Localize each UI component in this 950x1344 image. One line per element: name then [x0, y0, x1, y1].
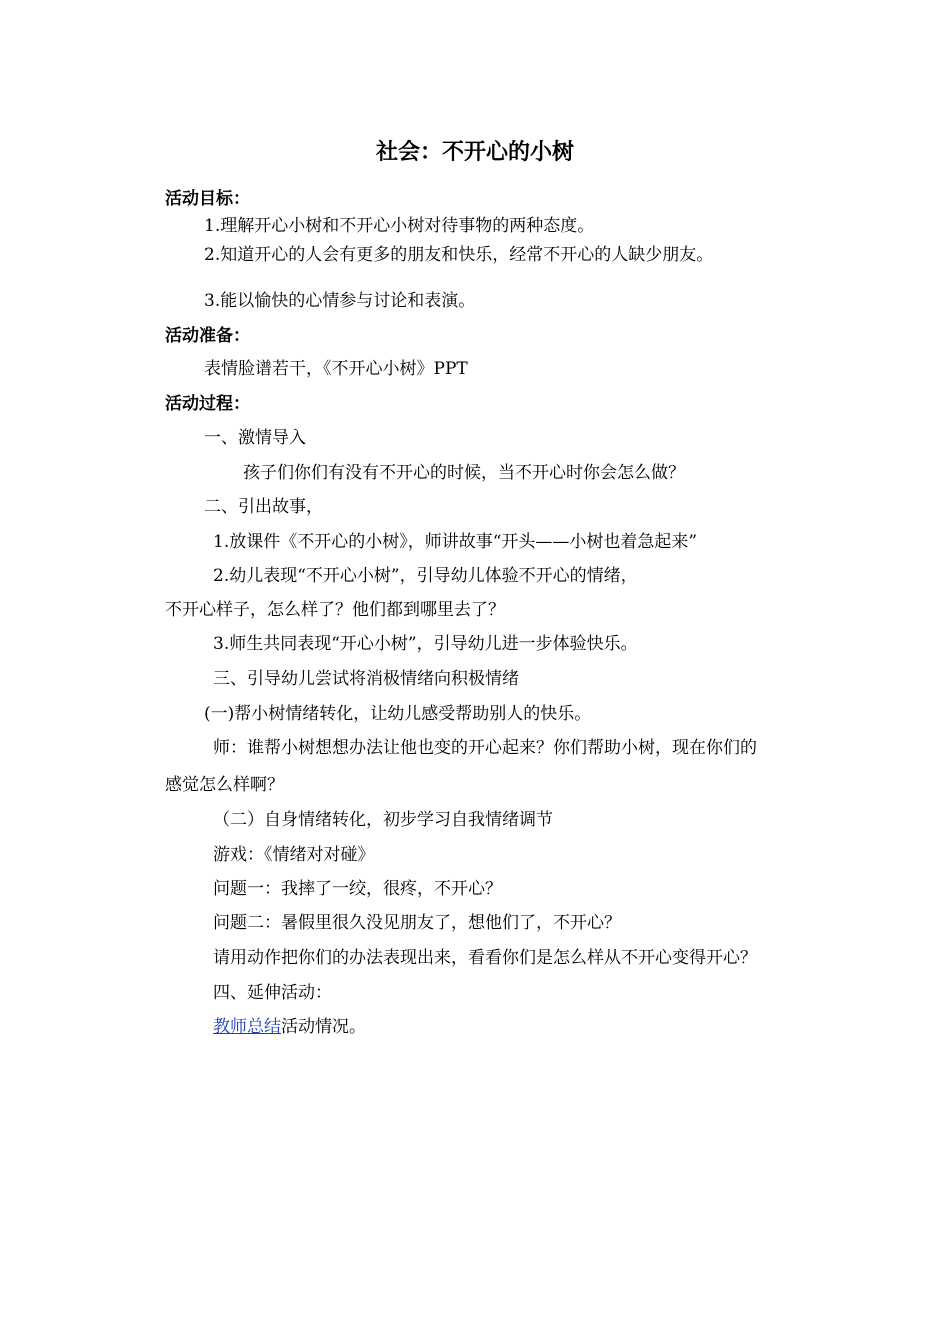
process-line-1: 一、激情导入 [204, 428, 306, 448]
process-line-14: 问题一：我摔了一绞，很疼，不开心？ [213, 879, 502, 899]
process-line-11: 感觉怎么样啊？ [165, 775, 284, 795]
process-line-13: 游戏：《情绪对对碰》 [213, 845, 375, 865]
process-line-17: 四、延伸活动： [213, 983, 332, 1003]
process-line-2: 孩子们你们有没有不开心的时候，当不开心时你会怎么做？ [243, 463, 685, 483]
process-line-16: 请用动作把你们的办法表现出来，看看你们是怎么样从不开心变得开心？ [213, 948, 757, 968]
goals-heading: 活动目标： [165, 189, 250, 209]
process-line-8: 三、引导幼儿尝试将消极情绪向积极情绪 [213, 669, 519, 689]
process-last-text: 活动情况。 [281, 1017, 366, 1037]
process-line-15: 问题二：暑假里很久没见朋友了，想他们了，不开心？ [213, 913, 621, 933]
process-line-10: 师：谁帮小树想想办法让他也变的开心起来？你们帮助小树，现在你们的 [213, 738, 757, 758]
process-line-6: 不开心样子，怎么样了？他们都到哪里去了？ [165, 600, 505, 620]
process-line-12: （二）自身情绪转化，初步学习自我情绪调节 [213, 810, 553, 830]
teacher-summary-link[interactable]: 教师总结 [213, 1017, 281, 1037]
prep-text: 表情脸谱若干，《不开心小树》PPT [204, 359, 468, 379]
goal-item-2: 2.知道开心的人会有更多的朋友和快乐，经常不开心的人缺少朋友。 [204, 245, 714, 265]
process-line-7: 3.师生共同表现“开心小树”，引导幼儿进一步体验快乐。 [213, 634, 638, 654]
document-title: 社会：不开心的小树 [375, 140, 574, 165]
process-line-4: 1.放课件《不开心的小树》，师讲故事“开头——小树也着急起来” [213, 532, 698, 552]
process-heading: 活动过程： [165, 394, 250, 414]
goal-item-1: 1.理解开心小树和不开心小树对待事物的两种态度。 [204, 216, 595, 236]
process-line-5: 2.幼儿表现“不开心小树”，引导幼儿体验不开心的情绪， [213, 566, 638, 586]
prep-heading: 活动准备： [165, 326, 250, 346]
process-last-line [213, 1016, 366, 1038]
process-line-3: 二、引出故事， [204, 497, 323, 517]
goal-item-3: 3.能以愉快的心情参与讨论和表演。 [204, 291, 476, 311]
process-line-9: (一)帮小树情绪转化，让幼儿感受帮助别人的快乐。 [204, 704, 592, 724]
